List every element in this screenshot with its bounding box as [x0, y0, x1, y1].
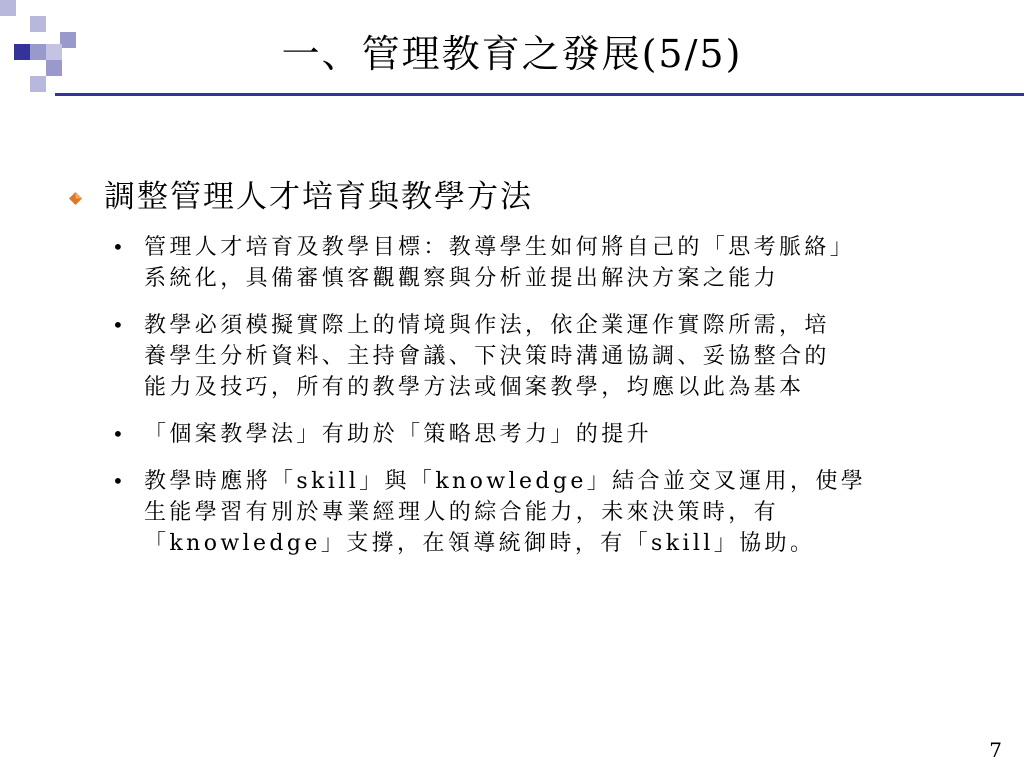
- sub-bullet-line: 教學必須模擬實際上的情境與作法，依企業運作實際所需，培: [144, 313, 830, 338]
- sub-bullet-item: [66, 419, 1016, 450]
- sub-bullet-line: 「個案教學法」有助於「策略思考力」的提升: [144, 422, 653, 447]
- sub-bullet-line: 生能學習有別於專業經理人的綜合能力，未來決策時，有: [144, 500, 780, 525]
- bullet-dot-icon: •: [112, 422, 124, 446]
- sub-bullet-line: 「knowledge」支撐，在領導統御時，有「skill」協助。: [144, 531, 816, 556]
- sub-bullet-line: 能力及技巧，所有的教學方法或個案教學，均應以此為基本: [144, 375, 805, 400]
- bullet-dot-icon: •: [112, 313, 124, 337]
- slide-title: 一、管理教育之發展(5/5): [281, 32, 743, 76]
- bullet-dot-icon: •: [112, 469, 124, 493]
- main-bullet-point: [66, 176, 1016, 218]
- sub-bullet-list: [66, 232, 1016, 559]
- sub-bullet-item: [66, 310, 1016, 403]
- sub-bullet-item: [66, 232, 1016, 294]
- main-bullet-text: 調整管理人才培育與教學方法: [104, 179, 533, 215]
- title-divider: [55, 93, 1024, 96]
- bullet-dot-icon: •: [112, 235, 124, 259]
- sub-bullet-line: 管理人才培育及教學目標：教導學生如何將自己的「思考脈絡」: [144, 235, 856, 260]
- sub-bullet-line: 養學生分析資料、主持會議、下決策時溝通協調、妥協整合的: [144, 344, 830, 369]
- sub-bullet-line: 系統化，具備審慎客觀觀察與分析並提出解決方案之能力: [144, 266, 780, 291]
- logo-square: [0, 0, 16, 16]
- sub-bullet-line: 教學時應將「skill」與「knowledge」結合並交叉運用，使學: [144, 469, 867, 494]
- logo-square: [30, 76, 46, 92]
- diamond-bullet-icon: [69, 192, 82, 205]
- sub-bullet-item: [66, 466, 1016, 559]
- page-number: 7: [989, 738, 1002, 762]
- slide-content: [66, 176, 1016, 575]
